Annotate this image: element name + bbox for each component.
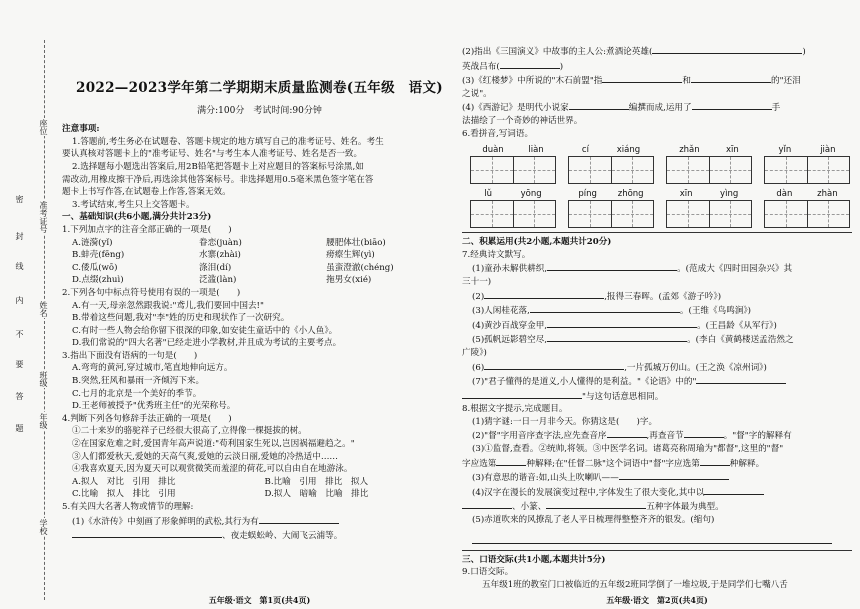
seat-label: 座位 [39,119,48,135]
seal-word: 要 [15,360,24,368]
question-text: (7)"君子懂得的是道义,小人懂得的是利益。"《论语》中的" [472,377,697,388]
exam-number-label: 准考证号 [39,201,48,233]
option: 眷恋(juàn) [199,237,242,248]
writing-cell[interactable] [514,156,557,184]
option: C.比喻 拟人 排比 引用 [72,489,176,500]
question-text: (5)孤帆远影碧空尽, [472,335,548,346]
option: B.比喻 引用 排比 拟人 [264,476,369,487]
answer-blank[interactable] [462,499,512,509]
option: 腰肥体壮(biāo) [326,237,386,248]
question-text: 编撰而成,运用了 [628,103,692,114]
section-divider [462,550,852,551]
writing-cell[interactable] [764,200,808,228]
option: B.突然,狂风和暴雨一齐倾泻下来。 [72,376,205,387]
notice-title: 注意事项: [62,124,100,135]
notice-line: 需改动,用橡皮擦干净后,再选涂其他答案标号。非选择题用0.5毫米黑色签字笔在答 [62,174,374,185]
section-heading: 一、基础知识(共6小题,满分共计23分) [62,212,212,223]
question-text: (3)人闲桂花落, [472,306,530,317]
writing-box [666,188,752,228]
question-text: 。(李白《黄鹤楼送孟浩然之 [687,335,794,346]
option: C.有时一些人物会给你留下很深的印象,如安徒生童话中的《小人鱼》。 [72,325,338,336]
recitation-item-cont: 三十一) [462,276,492,287]
writing-cell[interactable] [470,200,514,228]
writing-box [470,188,556,228]
option: D.我们常说的"四大名著"已经走进小学教材,并且成为考试的主要考点。 [72,338,342,349]
notice-line: 1.答题前,考生务必在试题卷、答题卡规定的地方填写自己的准考证号、姓名。考生 [72,136,384,147]
pinyin: xiáng [616,145,641,156]
option: 涤泪(dí) [199,262,232,273]
question-text: 字应选第 [462,458,497,469]
option: 泛滥(làn) [199,275,237,286]
option: A.弯弯的黄河,穿过城市,笔直地伸向远方。 [72,363,233,374]
seal-word: 题 [15,424,24,432]
answer-blank[interactable] [484,289,604,299]
writing-cell[interactable] [808,156,851,184]
answer-blank[interactable] [530,303,680,313]
option: C.七月的北京是一个美好的季节。 [72,388,202,399]
writing-cell[interactable] [514,200,557,228]
sentence-item: ③人们都爱秋天,爱她的天高气爽,爱她的云淡日丽,爱她的冷热适中…… [72,451,339,462]
question-text: 种解释。 [729,458,765,469]
question-text: (2)指出《三国演义》中故事的主人公:煮酒论英雄( [462,47,653,57]
option: C.倭瓜(wō) [72,262,118,273]
writing-cell[interactable] [764,156,808,184]
name-label: 姓名 [39,301,48,317]
exam-title: 2022—2023学年第二学期期末质量监测卷(五年级 语文) [76,80,443,96]
writing-cell[interactable] [808,200,851,228]
option: 痨瘵生辉(yì) [326,250,375,261]
answer-blank[interactable] [569,100,629,110]
answer-blank[interactable] [547,318,697,328]
question-text: 手 [771,103,781,114]
question-text: (6) [472,362,485,373]
recitation-item [462,289,852,304]
question-5: 5.有关四大名著人物或情节的理解: [62,502,194,512]
question-2: 2.下列各句中标点符号使用有误的一项是( ) [62,287,241,298]
option-row [62,476,457,489]
seal-word: 不 [15,330,24,338]
q8-item [462,470,852,485]
question-text: 和 [682,76,692,87]
option-row [62,488,457,501]
notice-line: 3.考试结束,考生只上交答题卡。 [72,199,195,210]
notice-line: 2.选择题每小题选出答案后,用2B铅笔把答题卡上对应题目的答案标号涂黑,如 [72,161,364,172]
writing-cell[interactable] [710,156,753,184]
question-text: (4)黄沙百战穿金甲, [472,320,548,331]
recitation-item [462,374,852,389]
option: B.带着这些问题,我对"李"姓的历史和现状作了一次研究。 [72,313,290,324]
seal-word: 密 [15,195,24,203]
section-heading: 二、积累运用(共2小题,本题共计20分) [462,237,612,248]
q8-item: (5)赤道吹来的风撩乱了老人平日梳理得整整齐齐的银发。(缩句) [472,515,715,526]
q8-item-cont [462,499,852,514]
recitation-item [462,318,852,333]
answer-blank[interactable] [500,59,560,69]
writing-box [470,144,556,184]
answer-blank[interactable] [704,485,764,495]
pinyin: yìng [720,189,739,200]
recitation-item-cont: 广陵》) [462,347,487,358]
writing-box [764,144,850,184]
pinyin: lǔ [484,189,493,200]
question-text: 英战吕布( [462,61,500,72]
question-text: (1)《水浒传》中刻画了形象鲜明的武松,其行为有 [72,516,259,527]
question-5-4 [462,100,852,115]
option-row [62,274,457,287]
answer-blank[interactable] [72,528,222,538]
question-text: 。(王维《鸟鸣涧》) [679,306,752,317]
q8-item: (3)①监督,查看。②统帅,将领。③中医学名词。诸葛亮称周瑜为"都督",这里的"督" [472,444,784,455]
question-4: 4.判断下列各句修辞手法正确的一项是( ) [62,413,232,424]
answer-blank[interactable] [619,470,729,480]
answer-blank[interactable] [484,360,624,370]
writing-box [764,188,850,228]
writing-box-row [470,188,852,228]
option: 虽蛮澄澈(chéng) [326,262,394,273]
pinyin: jiàn [820,145,836,156]
sentence-item: ①二十来岁的骆驼祥子已经很大很高了,立得像一棵挺拔的树。 [72,426,307,437]
option: B.蚌壳(fēng) [72,250,125,261]
question-1: 1.下列加点字的注音全部正确的一项是( ) [62,224,232,235]
question-text: ,再查音节 [646,431,684,442]
pinyin: xīn [679,189,693,200]
question-text: 五种字体最为典型。 [646,502,724,513]
notice-line: 要认真核对答题卡上的"准考证号、姓名"与考生本人准考证号、姓名是否一致。 [62,149,363,160]
answer-blank[interactable] [496,456,526,466]
class-label: 班级 [39,371,48,387]
exam-meta: 满分:100分 考试时间:90分钟 [197,105,322,116]
question-9: 9.口语交际。 [462,567,514,578]
question-6: 6.看拼音,写词语。 [462,128,534,139]
question-text: (2)"督"字用音序查字法,应先查音序 [472,431,607,442]
question-5-2-cont: 英战吕布( ) [462,59,852,74]
writing-box [666,144,752,184]
right-column [462,0,852,609]
question-text: (3)《红楼梦》中所说的"木石前盟"指 [462,76,603,87]
writing-cell[interactable] [568,200,612,228]
pinyin: xīn [726,145,739,156]
q8-item [462,428,852,443]
answer-blank[interactable] [547,332,687,342]
pinyin: yōng [520,189,542,200]
answer-blank[interactable] [547,261,677,271]
section-divider [462,232,852,233]
option: A.拟人 对比 引用 排比 [72,476,176,487]
option: D.点缀(zhuì) [72,275,124,286]
school-label: 学校 [39,519,48,535]
writing-box [568,188,654,228]
answer-blank[interactable] [691,73,771,83]
writing-cell[interactable] [612,200,655,228]
q8-item [462,485,852,500]
question-text: 的"还泪 [771,76,801,87]
answer-blank[interactable] [607,428,647,438]
question-text: (4)汉字在漫长的发展演变过程中,字体发生了很大变化,其中以 [472,487,705,498]
pinyin: zhàn [817,189,838,200]
answer-blank[interactable] [684,428,724,438]
answer-blank[interactable] [652,44,802,54]
option: D.王老师被授予"优秀班主任"的光荣称号。 [72,401,236,412]
section-heading: 三、口语交际(共1小题,本题共计5分) [462,554,606,565]
question-3: 3.指出下面没有语病的一句是( ) [62,350,198,361]
answer-blank[interactable] [462,389,582,399]
q8-item-cont [462,456,852,471]
question-text: 。(范成大《四时田园杂兴》其 [677,264,793,275]
writing-cell[interactable] [710,200,753,228]
option-row [62,262,457,275]
writing-box-row [470,144,852,184]
writing-cell[interactable] [612,156,655,184]
pinyin: duàn [482,145,504,156]
writing-cell[interactable] [666,156,710,184]
question-text: (3)有意思的谐音:如,山头上吹喇叭—— [472,473,619,484]
answer-blank[interactable] [700,456,730,466]
option-row [62,249,457,262]
answer-line[interactable] [472,527,832,544]
q9-text: 五年级1班的教室门口被临近的五年级2班同学倒了一堆垃圾,于是同学们七嘴八舌 [482,579,788,590]
question-text: ,报得三春晖。(孟郊《游子吟》) [604,291,722,302]
binding-margin [0,0,58,609]
question-text: (2) [472,291,485,302]
recitation-item [462,261,852,276]
writing-cell[interactable] [666,200,710,228]
option: 水寨(zhài) [199,250,241,261]
sentence-item: ②在国家危难之时,爱国青年高声说道:"苟利国家生死以,岂因祸福避趋之。" [72,439,355,450]
page-footer: 五年级·语文 第2页(共4页) [606,595,708,606]
grade-label: 年级 [39,413,48,429]
pinyin: cí [581,145,589,156]
question-5-3 [462,73,852,88]
pinyin: dàn [776,189,793,200]
option: A.涟漪(yǐ) [72,237,113,248]
answer-blank[interactable] [602,73,682,83]
writing-cell[interactable] [568,156,612,184]
pinyin: zhōng [617,189,644,200]
option: D.拟人 暗喻 比喻 排比 [264,489,369,500]
question-text: ,一片孤城万仞山。(王之涣《凉州词》) [624,362,767,373]
question-text: 。(王昌龄《从军行》) [697,320,777,331]
sentence-item: ④我喜欢夏天,因为夏天可以观赏微笑而羞涩的荷花,可以自由自在地游泳。 [72,464,353,475]
option-row [62,237,457,250]
q8-item: (1)猜字谜:一日一月非今天。你猜这是( )字。 [472,416,658,427]
notice-line: 题卡上书写作答,在试题卷上作答,答案无效。 [62,187,231,198]
question-text: 。"督"字的解释有 [723,431,792,442]
question-8: 8.根据文字提示,完成题目。 [462,404,568,415]
recitation-item [462,360,852,375]
question-text: (1)童孙未解供耕织, [472,264,548,275]
pinyin: zhǎn [679,145,700,156]
recitation-item-cont [462,389,852,404]
option: 拖男女(xié) [326,275,372,286]
page-footer: 五年级·语文 第1页(共4页) [208,595,311,606]
question-text: "与这句话意思相同。 [582,391,664,402]
answer-blank[interactable] [696,374,786,384]
question-text: 、小篆、 [512,502,547,513]
question-text: (4)《西游记》是明代小说家 [462,103,569,114]
pinyin: píng [578,189,597,200]
question-text: 种解释;在"任督二脉"这个词语中"督"字应选第 [526,458,700,469]
seal-word: 内 [15,296,24,304]
seal-word: 封 [15,232,24,240]
question-text: 、夜走蜈蚣岭、大闹飞云浦等。 [222,531,343,542]
seal-word: 答 [15,392,24,400]
writing-box [568,144,654,184]
recitation-item [462,303,852,318]
question-5-1 [62,514,457,529]
recitation-item [462,332,852,347]
answer-blank[interactable] [546,499,646,509]
pinyin: liàn [528,145,544,156]
seal-word: 线 [15,262,24,270]
writing-cell[interactable] [470,156,514,184]
question-5-2: (2)指出《三国演义》中故事的主人公:煮酒论英雄( ) [462,44,852,59]
question-5-3-cont: 之说"。 [462,88,492,99]
option: A.有一天,母亲忽然跟我说:"鸢儿,我们要回中国去!" [72,300,264,311]
pinyin: yǐn [778,145,792,156]
question-5-4-cont: 法描绘了一个奇妙的神话世界。 [462,115,583,126]
answer-blank[interactable] [692,100,772,110]
left-column [62,0,457,609]
question-5-1-cont [62,528,457,543]
answer-blank[interactable] [259,514,339,524]
question-7: 7.经典诗文默写。 [462,249,531,260]
